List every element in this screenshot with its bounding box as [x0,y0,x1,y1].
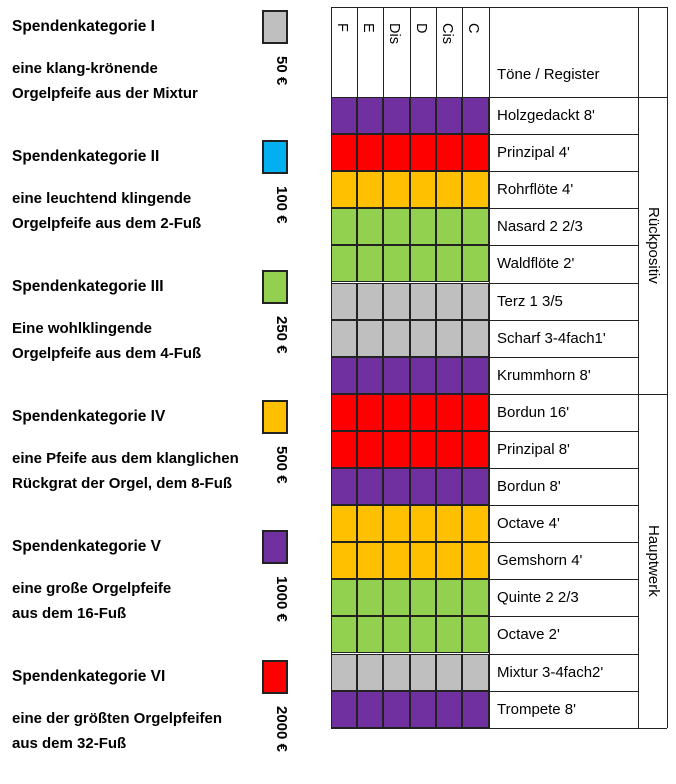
pipe-cell [357,505,383,542]
section-divider [638,394,667,395]
pipe-cell [436,97,462,134]
pipe-cell [383,283,410,320]
pipe-cell [436,431,462,468]
category-description-line: Orgelpfeife aus der Mixtur [12,85,198,102]
pipe-cell [410,283,436,320]
note-header: E [360,23,376,33]
category-title: Spendenkategorie V [12,538,162,555]
pipe-cell [436,542,462,579]
category-description-line: eine klang-krönende [12,60,158,77]
column-divider [667,7,668,728]
pipe-cell [436,283,462,320]
pipe-cell [357,394,383,431]
pipe-cell [383,654,410,691]
pipe-cell [410,579,436,616]
pipe-cell [331,245,357,282]
pipe-cell [462,245,489,282]
pipe-cell [462,357,489,394]
pipe-cell [357,579,383,616]
register-label: Mixtur 3-4fach2' [497,663,604,681]
register-label: Prinzipal 8' [497,440,570,458]
register-label: Gemshorn 4' [497,552,583,570]
category-title: Spendenkategorie I [12,18,155,35]
pipe-cell [331,97,357,134]
pipe-cell [462,208,489,245]
pipe-cell [383,97,410,134]
register-label: Holzgedackt 8' [497,107,595,124]
column-divider [638,7,639,728]
pipe-cell [383,579,410,616]
pipe-cell [410,394,436,431]
pipe-cell [331,320,357,357]
pipe-cell [331,134,357,171]
column-divider [489,7,490,728]
pipe-cell [383,134,410,171]
category-title: Spendenkategorie III [12,278,164,295]
column-divider [462,7,463,97]
row-divider [489,134,638,135]
pipe-cell [462,654,489,691]
pipe-cell [436,134,462,171]
row-divider [489,431,638,432]
pipe-cell [383,505,410,542]
note-header: C [465,23,481,34]
pipe-cell [436,171,462,208]
category-description-line: eine leuchtend klingende [12,190,192,207]
pipe-cell [410,431,436,468]
note-header: F [334,23,350,32]
category-title: Spendenkategorie VI [12,668,166,685]
row-divider [489,245,638,246]
row-divider [489,357,638,358]
register-label: Bordun 16' [497,403,570,421]
pipe-cell [436,691,462,728]
category-price-label: 1000 € [273,576,290,622]
pipe-cell [331,468,357,505]
register-label: Waldflöte 2' [497,255,575,273]
column-divider [383,7,384,97]
pipe-cell [462,171,489,208]
pipe-cell [331,505,357,542]
pipe-cell [357,542,383,579]
row-divider [489,97,638,98]
row-divider [489,691,638,692]
pipe-cell [462,320,489,357]
pipe-cell [383,171,410,208]
pipe-cell [357,171,383,208]
note-header: Cis [439,23,455,44]
category-description-line: eine Pfeife aus dem klanglichen [12,450,239,467]
register-label: Krummhorn 8' [497,366,591,384]
pipe-cell [436,579,462,616]
column-divider [331,7,332,728]
column-divider [410,7,411,97]
category-price-label: 100 € [273,186,290,224]
row-divider [489,579,638,580]
pipe-cell [462,134,489,171]
pipe-cell [410,134,436,171]
pipe-cell [357,245,383,282]
category-description-line: Orgelpfeife aus dem 2-Fuß [12,215,202,232]
pipe-cell [383,431,410,468]
header-label: Töne / Register [497,66,600,83]
row-divider [489,320,638,321]
category-description-line: Eine wohlklingende [12,320,153,337]
register-label: Bordun 8' [497,478,561,495]
pipe-cell [436,208,462,245]
pipe-cell [410,691,436,728]
pipe-cell [462,431,489,468]
pipe-cell [357,283,383,320]
pipe-cell [462,283,489,320]
pipe-cell [357,134,383,171]
pipe-cell [436,616,462,653]
pipe-cell [383,245,410,282]
register-label: Octave 4' [497,515,560,533]
pipe-cell [410,542,436,579]
row-divider [489,505,638,506]
category-description-line: aus dem 32-Fuß [12,735,127,752]
pipe-cell [410,208,436,245]
pipe-cell [357,468,383,505]
category-title: Spendenkategorie II [12,148,160,165]
category-price-label: 250 € [273,316,290,354]
note-header: Dis [386,23,402,44]
category-price-label: 500 € [273,446,290,484]
pipe-cell [462,579,489,616]
column-divider [436,7,437,97]
pipe-cell [331,431,357,468]
register-label: Prinzipal 4' [497,144,570,162]
pipe-cell [436,468,462,505]
pipe-cell [383,468,410,505]
pipe-cell [357,431,383,468]
pipe-cell [331,654,357,691]
pipe-cell [357,97,383,134]
pipe-cell [357,654,383,691]
register-label: Octave 2' [497,626,560,644]
pipe-cell [462,616,489,653]
pipe-cell [436,245,462,282]
pipe-cell [462,542,489,579]
category-description-line: eine große Orgelpfeife [12,580,172,597]
pipe-cell [383,320,410,357]
row-divider [489,616,638,617]
pipe-cell [331,171,357,208]
pipe-cell [462,468,489,505]
pipe-cell [383,208,410,245]
category-title: Spendenkategorie IV [12,408,166,425]
pipe-cell [436,505,462,542]
section-label: Rückpositiv [645,207,662,284]
pipe-cell [331,208,357,245]
column-divider [357,7,358,97]
row-divider [489,171,638,172]
pipe-cell [331,283,357,320]
pipe-cell [383,357,410,394]
row-divider [489,394,638,395]
pipe-cell [462,505,489,542]
pipe-cell [462,691,489,728]
row-divider [489,283,638,284]
section-divider [638,97,667,98]
note-header: D [413,23,429,34]
row-divider [489,208,638,209]
table-border [331,728,667,729]
register-label: Rohrflöte 4' [497,181,574,199]
pipe-cell [410,320,436,357]
pipe-cell [410,357,436,394]
pipe-cell [410,616,436,653]
pipe-cell [436,654,462,691]
pipe-cell [436,320,462,357]
pipe-cell [410,654,436,691]
category-description-line: Rückgrat der Orgel, dem 8-Fuß [12,475,233,492]
pipe-cell [331,394,357,431]
register-label: Nasard 2 2/3 [497,218,583,236]
category-description-line: aus dem 16-Fuß [12,605,127,622]
register-label: Quinte 2 2/3 [497,589,579,607]
row-divider [489,542,638,543]
pipe-cell [383,616,410,653]
pipe-cell [331,691,357,728]
category-price-label: 50 € [273,56,290,86]
pipe-cell [331,542,357,579]
row-divider [489,468,638,469]
pipe-cell [383,542,410,579]
pipe-cell [357,357,383,394]
category-price-label: 2000 € [273,706,290,752]
row-divider [489,654,638,655]
pipe-cell [410,468,436,505]
pipe-cell [357,616,383,653]
pipe-cell [331,579,357,616]
pipe-cell [436,394,462,431]
pipe-cell [436,357,462,394]
register-label: Scharf 3-4fach1' [497,329,606,347]
section-label: Hauptwerk [645,524,662,597]
pipe-cell [410,245,436,282]
table-border [331,7,667,8]
pipe-cell [331,357,357,394]
pipe-cell [357,208,383,245]
register-label: Terz 1 3/5 [497,292,563,310]
pipe-cell [357,320,383,357]
pipe-cell [410,505,436,542]
pipe-cell [462,97,489,134]
pipe-cell [410,97,436,134]
pipe-cell [357,691,383,728]
category-description-line: eine der größten Orgelpfeifen [12,710,223,727]
pipe-cell [331,616,357,653]
pipe-cell [462,394,489,431]
category-description-line: Orgelpfeife aus dem 4-Fuß [12,345,202,362]
pipe-cell [383,691,410,728]
pipe-cell [410,171,436,208]
pipe-cell [383,394,410,431]
register-label: Trompete 8' [497,700,577,718]
